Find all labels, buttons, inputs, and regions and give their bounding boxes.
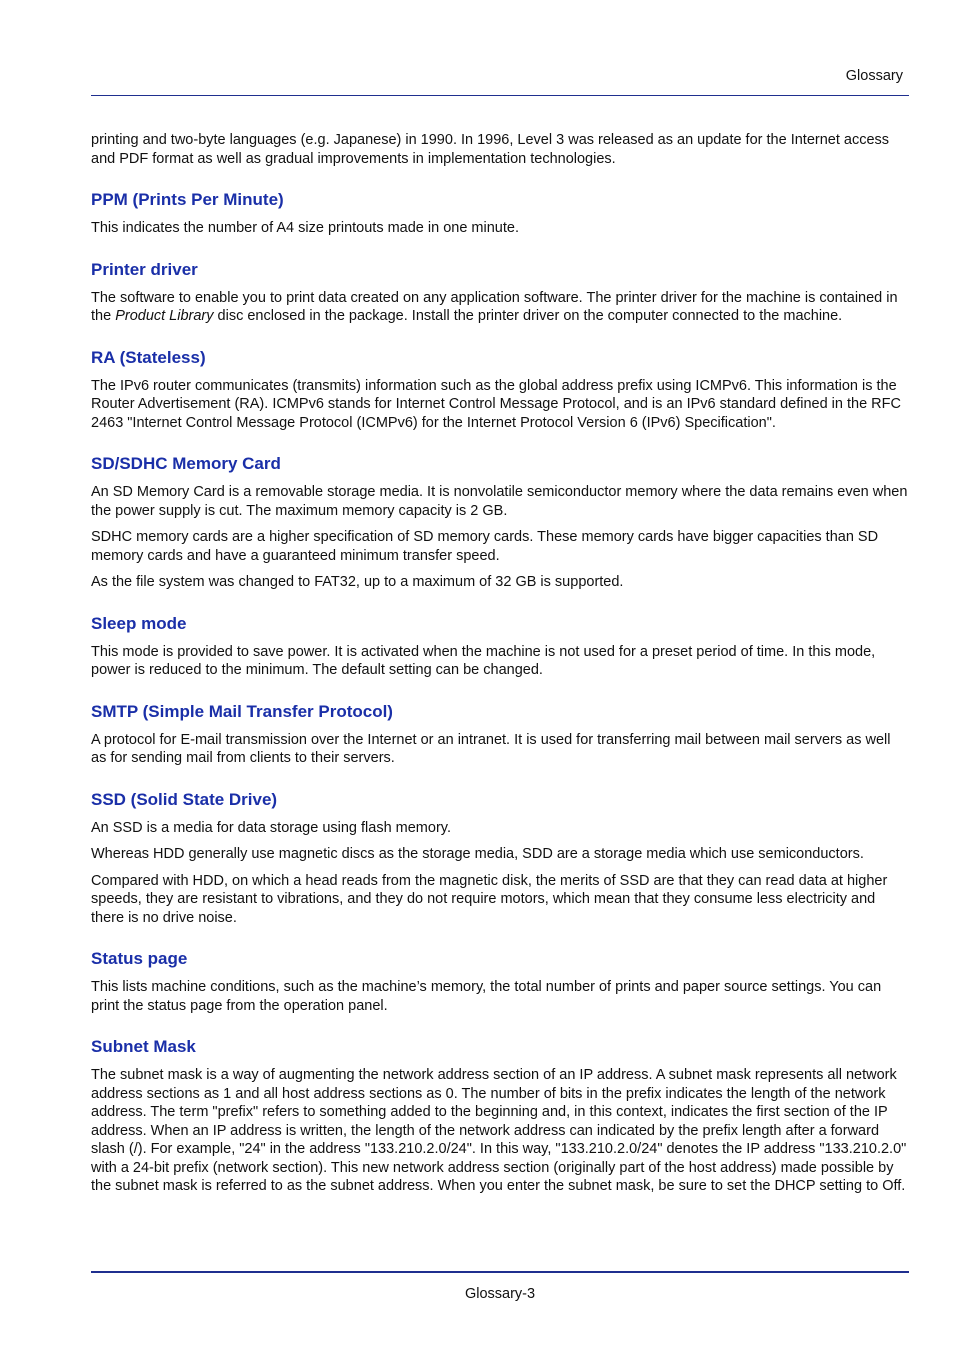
definition-smtp: A protocol for E-mail transmission over the Internet or an intranet. It is used for transferring mail between mail servers as well as for sending mail from clients to their servers. [91, 731, 891, 766]
term-printer-driver: Printer driver [91, 259, 198, 279]
definition-printer-driver [91, 289, 909, 326]
header-rule [91, 95, 909, 96]
definition-ssd-2: Whereas HDD generally use magnetic discs as the storage media, SDD are a storage media which use semiconductors. [91, 846, 864, 862]
footer-rule [91, 1271, 909, 1273]
definition-sd-sdhc-3: As the file system was changed to FAT32, up to a maximum of 32 GB is supported. [91, 574, 624, 590]
glossary-content [91, 131, 909, 1204]
definition-text: disc enclosed in the package. Install the printer driver on the computer connected to the machine. [213, 308, 843, 324]
intro-paragraph: printing and two-byte languages (e.g. Japanese) in 1990. In 1996, Level 3 was released as an update for the Internet access and PDF format as well as gradual improvements in implementation technologies. [91, 132, 890, 167]
term-ra-stateless: RA (Stateless) [91, 347, 206, 367]
page-number: Glossary-3 [464, 1286, 536, 1302]
term-status-page: Status page [91, 949, 188, 968]
definition-ra-stateless: The IPv6 router communicates (transmits) information such as the global address prefix using ICMPv6. This information is the Router Advertisement (RA). ICMPv6 stands for Internet Control Message Protocol, and is an IPv6 standard defined in the RFC 2463 "Internet Control Message Protocol (ICMPv6) for the Internet Protocol Version 6 (IPv6) Specification". [91, 377, 901, 431]
definition-status-page: This lists machine conditions, such as the machine’s memory, the total number of prints and paper source settings. You can print the status page from the operation panel. [91, 979, 882, 1014]
definition-ppm: This indicates the number of A4 size printouts made in one minute. [91, 220, 519, 236]
definition-text: The software to enable you to print data created on any application software. The printer driver for the machine is contained in the [91, 289, 898, 324]
term-sleep-mode: Sleep mode [91, 613, 187, 633]
term-ppm: PPM (Prints Per Minute) [91, 190, 284, 209]
product-library-name: Product Library [115, 308, 214, 324]
definition-ssd-1: An SSD is a media for data storage using flash memory. [91, 819, 451, 836]
definition-ssd-3: Compared with HDD, on which a head reads from the magnetic disk, the merits of SSD are that they can read data at higher speeds, they are resistant to vibrations, and they do not require motors, which mean that they consume less electricity and there is no drive noise. [91, 872, 888, 926]
definition-subnet-mask: The subnet mask is a way of augmenting the network address section of an IP address. A subnet mask represents all network address sections as 1 and all host address sections as 0. The number of bits in the prefix indicates the length of the network address. The term "prefix" refers to something added to the beginning and, in this context, indicates the first section of the IP address. When an IP address is written, the length of the network address can indicated by the prefix length after a forward slash (/). For example, "24" in the address "133.210.2.0/24". In this way, "133.210.2.0/24" denotes the IP address "133.210.2.0" with a 24-bit prefix (network section). This new network address section (originally part of the host address) made possible by the subnet mask is referred to as the subnet address. When you enter the subnet mask, be sure to set the DHCP setting to Off. [91, 1067, 907, 1194]
term-ssd: SSD (Solid State Drive) [91, 789, 278, 809]
definition-sleep-mode: This mode is provided to save power. It is activated when the machine is not used for a preset period of time. In this mode, power is reduced to the minimum. The default setting can be changed. [91, 643, 876, 678]
running-header: Glossary [845, 68, 903, 84]
definition-sd-sdhc-2: SDHC memory cards are a higher specification of SD memory cards. These memory cards have bigger capacities than SD memory cards and have a guaranteed minimum transfer speed. [91, 529, 879, 564]
definition-sd-sdhc-1: An SD Memory Card is a removable storage media. It is nonvolatile semiconductor memory where the data remains even when the power supply is cut. The maximum memory capacity is 2 GB. [91, 484, 908, 519]
term-subnet-mask: Subnet Mask [91, 1037, 196, 1056]
term-sd-sdhc: SD/SDHC Memory Card [91, 454, 281, 473]
term-smtp: SMTP (Simple Mail Transfer Protocol) [91, 701, 393, 721]
